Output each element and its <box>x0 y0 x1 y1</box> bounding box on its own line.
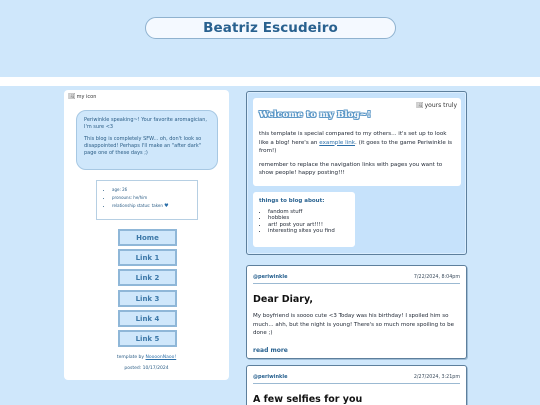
blog-post <box>246 265 467 359</box>
welcome-card <box>246 91 467 255</box>
nav-link-5-button[interactable]: Link 5 <box>118 330 177 347</box>
welcome-panel <box>253 98 461 186</box>
topic-item: • interesting sites you find <box>268 228 349 234</box>
bio-line-2: This blog is completely SFW... oh, don't look so disappointed! Perhaps I'll make an "after dark" page one of these days ;) <box>84 136 202 156</box>
nav-link-1-button[interactable]: Link 1 <box>118 249 177 266</box>
heart-icon: ♥ <box>164 203 169 210</box>
welcome-para-2: remember to replace the navigation links with pages you want to show people! happy posting!!! <box>259 161 443 177</box>
post-body: My boyfriend is soooo cute <3 Today was his birthday! I spoiled him so much... ahh, but the night is young! There's so much more spoiling to be done ;) <box>253 313 455 337</box>
template-credit <box>64 355 229 360</box>
welcome-para-1-b: . (it goes to the game Periwinkle is from!) <box>259 139 453 155</box>
nav-link-2-button[interactable]: Link 2 <box>118 269 177 286</box>
topics-title: things to blog about: <box>259 198 325 204</box>
my-icon-image <box>68 93 96 100</box>
welcome-para-1-a: this template is special compared to my others... it's set up to look like a blog! here's an <box>259 131 447 146</box>
info-relationship-text: relationship status: taken <box>112 203 163 209</box>
nav-link-3-button[interactable]: Link 3 <box>118 290 177 307</box>
info-age: • age: 26 <box>112 186 191 194</box>
blog-post <box>246 365 467 405</box>
example-link[interactable]: example link <box>319 139 356 146</box>
posted-date: posted: 10/17/2024 <box>124 366 169 371</box>
post-title: Dear Diary, <box>253 294 314 305</box>
credit-prefix: template by <box>116 355 146 360</box>
post-username[interactable]: @periwinkle <box>253 274 288 280</box>
post-header <box>253 375 460 384</box>
topics-box <box>253 192 355 247</box>
info-pronouns: • pronouns: he/him <box>112 194 191 202</box>
info-relationship <box>112 202 191 210</box>
topic-item: • hobbies <box>268 215 349 221</box>
welcome-para-1 <box>259 130 455 156</box>
info-box <box>96 180 198 220</box>
topic-item: • fandom stuff <box>268 209 349 215</box>
sidebar <box>64 90 229 380</box>
read-more-link[interactable]: read more <box>253 347 288 354</box>
yours-truly-alt: yours truly <box>424 102 457 109</box>
topic-item: • art! post your art!!!! <box>268 222 349 228</box>
broken-image-icon: 🖼︎ <box>68 93 76 100</box>
nav-home-button[interactable]: Home <box>118 229 177 246</box>
topics-list <box>259 209 349 235</box>
site-title: Beatriz Escudeiro <box>145 17 396 39</box>
post-username[interactable]: @periwinkle <box>253 374 288 380</box>
bio-speech-bubble <box>76 110 218 170</box>
welcome-heading: Welcome to my Blog~! <box>259 110 372 120</box>
yours-truly-image <box>416 102 457 109</box>
bio-line-1: Periwinkle speaking~! Your favorite aromagician, I'm sure <3 <box>84 117 207 130</box>
nav-link-4-button[interactable]: Link 4 <box>118 310 177 327</box>
credit-link[interactable]: NoooonNaoo! <box>145 355 177 360</box>
post-date: 7/22/2024, 8:04pm <box>413 274 460 280</box>
info-list <box>103 186 191 211</box>
my-icon-alt: my icon <box>76 93 97 100</box>
broken-image-icon: 🖼︎ <box>416 102 424 109</box>
header-divider-band <box>0 77 540 86</box>
post-date: 2/27/2024, 3:21pm <box>413 374 460 380</box>
post-header <box>253 275 460 284</box>
post-title: A few selfies for you <box>253 394 363 405</box>
welcome-text <box>259 130 455 178</box>
